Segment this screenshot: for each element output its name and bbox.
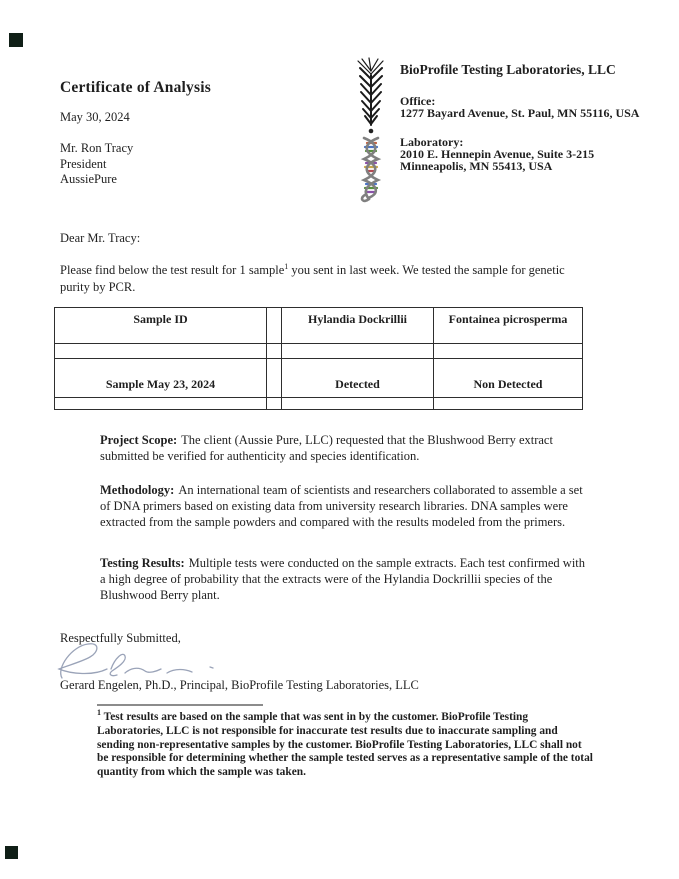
col-spacer (267, 308, 282, 344)
recipient-name: Mr. Ron Tracy (60, 141, 134, 155)
corner-mark-bottom (5, 846, 18, 859)
table-empty-row (55, 398, 583, 410)
intro-text: Please find below the test result for 1 sample (60, 263, 285, 277)
footnote-separator (97, 704, 263, 706)
project-scope-paragraph: Project Scope: The client (Aussie Pure, LLC) requested that the Blushwood Berry extract submitted be verified for authenticity and species identification. (100, 433, 553, 464)
footnote-marker: 1 (97, 708, 101, 718)
col-header-sample-id: Sample ID (55, 308, 267, 344)
laboratory-label: Laboratory: (400, 135, 464, 149)
col-header-hylandia: Hylandia Dockrillii (282, 308, 434, 344)
recipient-block (60, 141, 133, 188)
signer-line: Gerard Engelen, Ph.D., Principal, BioProfile Testing Laboratories, LLC (60, 678, 419, 692)
table-empty-row (55, 344, 583, 359)
valediction: Respectfully Submitted, (60, 631, 181, 645)
testing-results-label: Testing Results: (100, 556, 185, 570)
cell-sample-id: Sample May 23, 2024 (55, 359, 267, 398)
col-spacer (267, 359, 282, 398)
page-title: Certificate of Analysis (60, 79, 211, 96)
cell-fontainea-result: Non Detected (434, 359, 583, 398)
testing-results-paragraph: Testing Results: Multiple tests were conducted on the sample extracts. Each test confirmed with a high degree of probability that the extracts were of the Hylandia Dockrillii species of the Blushwood Berry plant. (100, 556, 586, 603)
letter-date: May 30, 2024 (60, 110, 130, 124)
footnote-text: Test results are based on the sample that was sent in by the customer. BioProfile Testing Laboratories, LLC is not responsible for inaccurate test results due to inaccurate sampling and sending non-representative samples by the customer. BioProfile Testing Laboratories, LLC shall not be responsible for determining whether the sample tested serves as a representative sample of the total quantity from which the sample was taken. (97, 711, 593, 779)
intro-text-rest: you sent in last week. We tested the sample for genetic purity by PCR. (60, 263, 565, 294)
methodology-label: Methodology: (100, 483, 175, 497)
intro-paragraph (60, 262, 597, 295)
salutation: Dear Mr. Tracy: (60, 231, 141, 245)
corner-mark-top (9, 33, 23, 47)
office-label: Office: (400, 94, 436, 108)
company-name: BioProfile Testing Laboratories, LLC (400, 62, 616, 77)
recipient-company: AussiePure (60, 172, 117, 186)
project-scope-label: Project Scope: (100, 433, 178, 447)
methodology-paragraph: Methodology: An international team of scientists and researchers collaborated to assemble a set of DNA primers based on existing data from university research libraries. DNA samples were extracted from the sample powders and compared with the results modeled from the primers. (100, 483, 583, 530)
table-header-row (55, 308, 583, 344)
wheat-dna-helix-icon (349, 57, 395, 208)
laboratory-address-line1: 2010 E. Hennepin Avenue, Suite 3-215 (400, 147, 595, 161)
results-table (54, 307, 583, 410)
office-address: 1277 Bayard Avenue, St. Paul, MN 55116, USA (400, 106, 640, 120)
table-row (55, 359, 583, 398)
footnote (97, 708, 594, 780)
col-header-fontainea: Fontainea picrosperma (434, 308, 583, 344)
cell-hylandia-result: Detected (282, 359, 434, 398)
footnote-reference: 1 (284, 261, 289, 271)
laboratory-address-line2: Minneapolis, MN 55413, USA (400, 159, 553, 173)
recipient-title: President (60, 156, 107, 171)
